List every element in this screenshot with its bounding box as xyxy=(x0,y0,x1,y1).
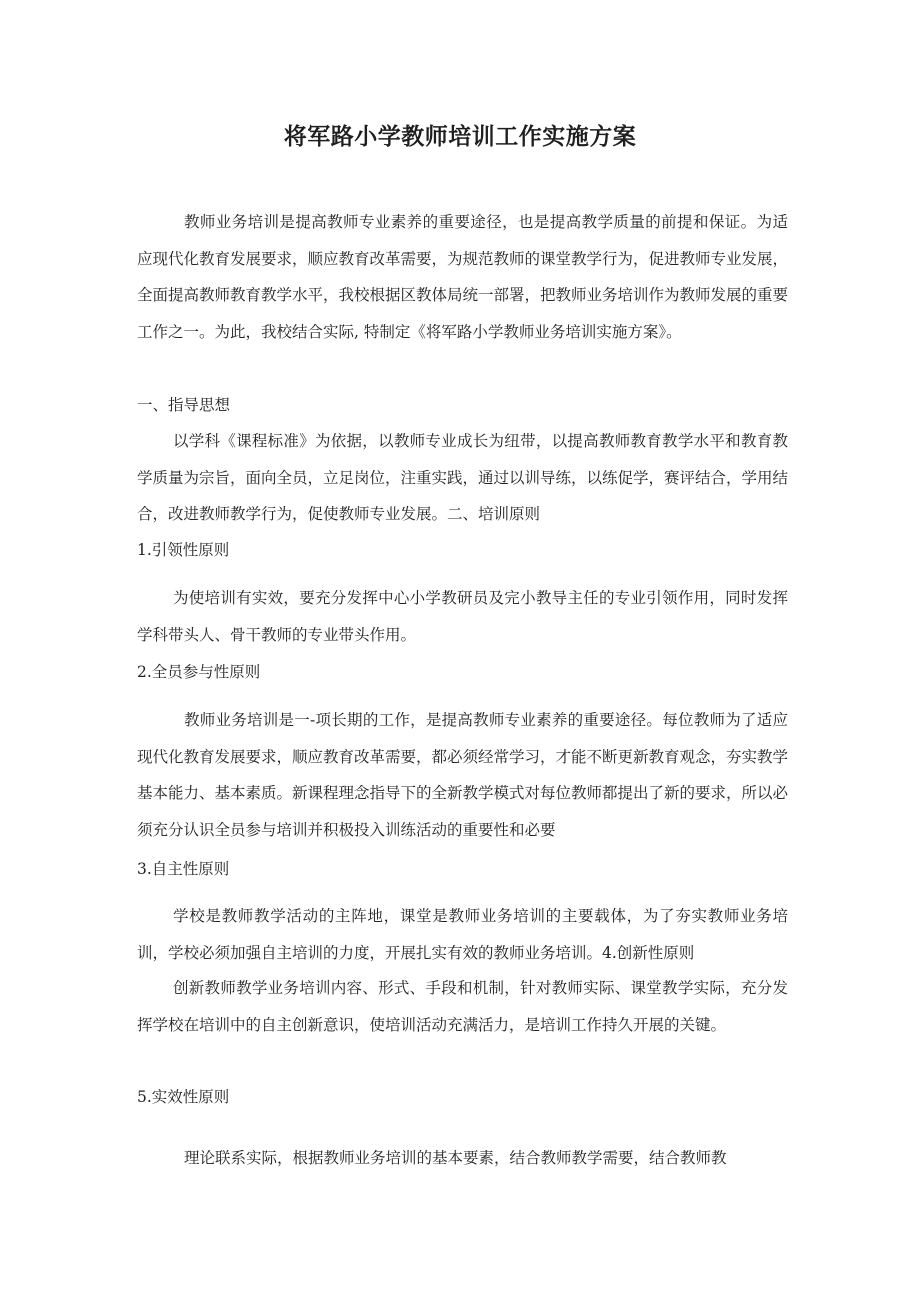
principle-heading-effectiveness: 5.实效性原则 xyxy=(137,1088,230,1106)
principle-paragraph-innovation: 创新教师教学业务培训内容、形式、手段和机制，针对教师实际、课堂教学实际，充分发挥学校在培训中的自主创新意识，使培训活动充满活力，是培训工作持久开展的关键。 xyxy=(137,979,788,1034)
guiding-thought-paragraph: 以学科《课程标准》为依据，以教师专业成长为纽带，以提高教师教育教学水平和教育教学质量为宗旨，面向全员，立足岗位，注重实践，通过以训导练，以练促学，赛评结合，学用结合，改进教师教学行为，促使教师专业发展。二、培训原则 xyxy=(137,432,789,523)
principle-paragraph-effectiveness: 理论联系实际，根据教师业务培训的基本要素，结合教师教学需要，结合教师教 xyxy=(184,1149,727,1167)
page-title: 将军路小学教师培训工作实施方案 xyxy=(283,124,637,150)
principle-heading-leading: 1.引领性原则 xyxy=(137,541,230,559)
principle-paragraph-autonomy: 学校是教师教学活动的主阵地，课堂是教师业务培训的主要载体，为了夯实教师业务培训，学校必须加强自主培训的力度，开展扎实有效的教师业务培训。4.创新性原则 xyxy=(137,907,788,962)
principle-paragraph-leading: 为使培训有实效，要充分发挥中心小学教研员及完小教导主任的专业引领作用，同时发挥学科带头人、骨干教师的专业带头作用。 xyxy=(137,589,788,644)
intro-paragraph: 教师业务培训是提高教师专业素养的重要途径，也是提高教学质量的前提和保证。为适应现代化教育发展要求，顺应教育改革需要，为规范教师的课堂教学行为，促进教师专业发展，全面提高教师教育教学水平，我校根据区教体局统一部署，把教师业务培训作为教师发展的重要工作之一。为此，我校结合实际, 特制定《将军路小学教师业务培训实施方案》。 xyxy=(137,213,789,341)
section-heading-guiding-thought: 一、指导思想 xyxy=(137,396,231,414)
principle-heading-full-participation: 2.全员参与性原则 xyxy=(137,663,261,681)
principle-heading-autonomy: 3.自主性原则 xyxy=(137,860,230,878)
principle-paragraph-full-participation: 教师业务培训是一-项长期的工作，是提高教师专业素养的重要途径。每位教师为了适应现代化教育发展要求，顺应教育改革需要，都必须经常学习，才能不断更新教育观念，夯实教学基本能力、基本素质。新课程理念指导下的全新教学模式对每位教师都提出了新的要求，所以必须充分认识全员参与培训并积极投入训练活动的重要性和必要 xyxy=(137,711,789,839)
